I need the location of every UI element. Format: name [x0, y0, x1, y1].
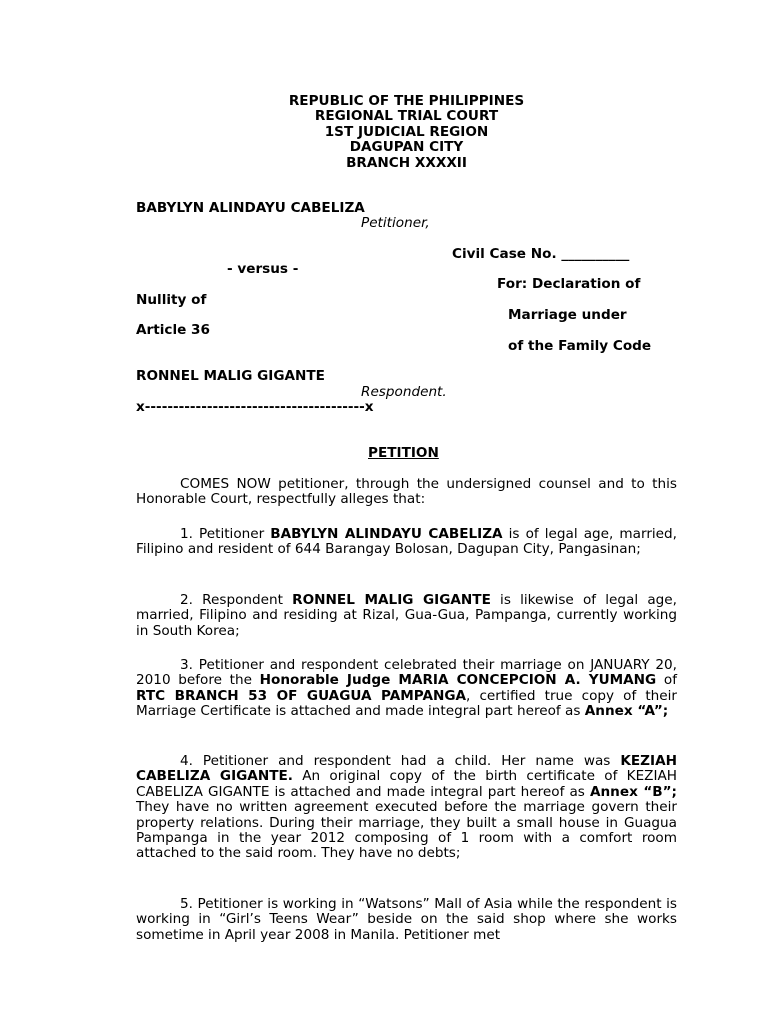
child-name: KEZIAH CABELIZA GIGANTE. — [136, 753, 677, 785]
petitioner-role: Petitioner, — [361, 215, 430, 231]
versus-label: - versus - — [227, 261, 299, 277]
header-city: DAGUPAN CITY — [349, 139, 464, 156]
nullity-label: Nullity of — [136, 292, 207, 308]
court-header — [136, 94, 677, 171]
caption-separator: x---------------------------------------x — [136, 399, 374, 415]
rtc-branch: RTC BRANCH 53 OF GUAGUA PAMPANGA — [136, 687, 467, 704]
respondent-name-inline: RONNEL MALIG GIGANTE — [292, 592, 491, 608]
case-nature-line2: Marriage under — [508, 307, 627, 323]
case-nature-line1: For: Declaration of — [497, 276, 641, 292]
judge-name: Honorable Judge MARIA CONCEPCION A. YUMANG — [259, 672, 657, 689]
petitioner-name: BABYLYN ALINDAYU CABELIZA — [136, 200, 365, 216]
paragraph-5: 5. Petitioner is working in “Watsons” Mall of Asia while the respondent is working in “Girl’s Teens Wear” beside on the said shop where she works sometime in April year 2008 in Manila. Petitioner met — [136, 896, 677, 943]
petitioner-name-inline: BABYLYN ALINDAYU CABELIZA — [270, 526, 503, 542]
header-court: REGIONAL TRIAL COURT — [314, 108, 499, 125]
case-nature-line3: of the Family Code — [508, 338, 652, 354]
header-republic: REPUBLIC OF THE PHILIPPINES — [288, 93, 525, 109]
document-title: PETITION — [368, 445, 439, 461]
paragraph-1: 1. Petitioner BABYLYN ALINDAYU CABELIZA is of legal age, married, Filipino and resident of 644 Barangay Bolosan, Dagupan City, Pangasinan; — [136, 526, 677, 558]
paragraph-3: 3. Petitioner and respondent celebrated their marriage on JANUARY 20, 2010 before the Honorable Judge MARIA CONCEPCION A. YUMANG of RTC BRANCH 53 OF GUAGUA PAMPANGA, certified true copy of their Marriage Certificate is attached and made integral part hereof as Annex “A”; — [136, 657, 677, 720]
header-branch: BRANCH XXXXII — [346, 154, 467, 171]
civil-case-number: Civil Case No. __________ — [452, 246, 630, 262]
header-region: 1ST JUDICIAL REGION — [324, 123, 489, 140]
paragraph-4: 4. Petitioner and respondent had a child. Her name was KEZIAH CABELIZA GIGANTE. An original copy of the birth certificate of KEZIAH CABELIZA GIGANTE is attached and made integral part hereof as Annex “B”; They have no written agreement executed before the marriage govern their property relations. During their marriage, they built a small house in Guagua Pampanga in the year 2012 composing of 1 room with a comfort room attached to the said room. They have no debts; — [136, 753, 678, 862]
intro-paragraph: COMES NOW petitioner, through the undersigned counsel and to this Honorable Court, respectfully alleges that: — [136, 476, 677, 508]
annex-a: Annex “A”; — [584, 703, 669, 720]
paragraph-2: 2. Respondent RONNEL MALIG GIGANTE is likewise of legal age, married, Filipino and residing at Rizal, Gua-Gua, Pampanga, currently working in South Korea; — [136, 592, 677, 639]
respondent-name: RONNEL MALIG GIGANTE — [136, 368, 325, 384]
respondent-role: Respondent. — [361, 384, 447, 400]
article-label: Article 36 — [136, 322, 210, 338]
annex-b: Annex “B”; — [589, 783, 677, 800]
